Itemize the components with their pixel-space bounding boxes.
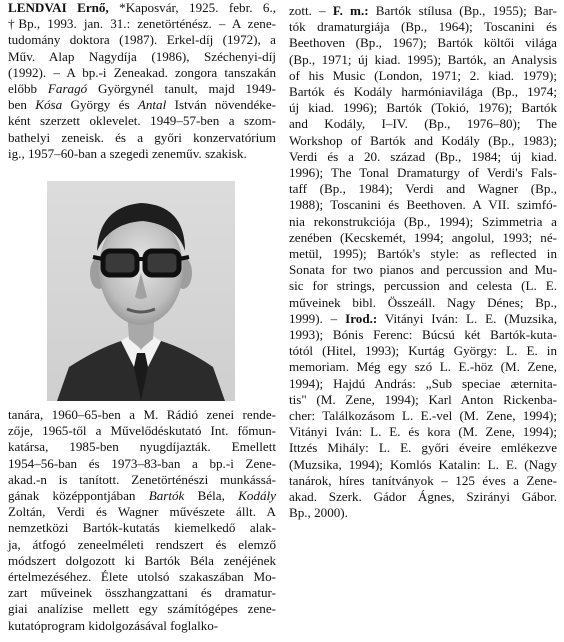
- left-column: [8, 0, 276, 162]
- text-line: [8, 0, 276, 16]
- text-segment: Vitányi Iván: L. E. és kora (M. Zene, 1994);: [289, 424, 557, 440]
- text-line: [8, 65, 276, 81]
- text-line: [8, 488, 276, 504]
- text-segment: zenében (Kecskemét, 1994; angolul, 1993; né-: [289, 229, 557, 245]
- italic-name: Faragó: [47, 81, 88, 97]
- text-segment: zője, 1965-től a Művelődéskutató Int. főmun-: [8, 423, 276, 439]
- text-segment: tók dramaturgiája (Bp., 1964); Toscanini és: [289, 19, 557, 35]
- text-line: [8, 553, 276, 569]
- text-segment: 1993); Bónis Ferenc: Búcsú két Bartók-kuta-: [289, 327, 557, 343]
- text-line: [8, 585, 276, 601]
- text-line: [8, 520, 276, 536]
- text-segment: katársa, 1985-ben nyugdíjazták. Emellett: [8, 439, 276, 455]
- text-line: [289, 262, 557, 278]
- text-segment: ja, átfogó zeneelméleti rendszert és elemző: [8, 536, 276, 552]
- text-segment: Sonata for two pianos and percussion and Mu-: [289, 262, 557, 278]
- text-segment: ig., 1957–60-ban a szegedi zeneműv. szakisk.: [8, 145, 247, 161]
- text-segment: of his Music (London, 1971; 2. kiad. 1979);: [289, 67, 557, 83]
- text-line: [289, 246, 557, 262]
- text-segment: ként szerzett oklevelet. 1949–57-ben a szom-: [8, 113, 276, 129]
- text-segment: 1994); Hajdú András: „Sub speciae æternita-: [289, 375, 557, 391]
- text-line: [289, 133, 557, 149]
- text-segment: nia rekonstrukciója (Bp., 1994); Szimmetria a: [289, 213, 557, 229]
- text-segment: *Kaposvár, 1925. febr. 6.,: [119, 0, 276, 15]
- right-column: [289, 3, 557, 522]
- text-line: [289, 440, 557, 456]
- text-line: [289, 376, 557, 392]
- portrait-image: [47, 181, 235, 401]
- text-segment: Zoltán, Verdi és Wagner művészete állt. A: [8, 504, 276, 520]
- text-line: [289, 52, 557, 68]
- text-segment: Verdi és a 20. század (Bp., 1984; új kiad.: [289, 148, 557, 164]
- text-line: [8, 81, 276, 97]
- text-segment: (Muzsika, 1994); Komlós Katalin: L. E. (Nagy: [289, 456, 557, 472]
- text-line: [8, 504, 276, 520]
- text-line: [289, 311, 557, 327]
- text-line: [8, 569, 276, 585]
- text-line: [8, 97, 276, 113]
- text-line: [289, 473, 557, 489]
- italic-name: Kodály: [238, 488, 276, 504]
- text-line: [8, 146, 276, 162]
- text-segment: kutatóprogram kidolgozásával foglalko-: [8, 617, 219, 633]
- text-line: [289, 84, 557, 100]
- text-segment: műveinek bibl. Összeáll. Nagy Dénes; Bp.,: [289, 294, 557, 310]
- text-line: [289, 35, 557, 51]
- text-line: [289, 100, 557, 116]
- text-segment: tudomány doktora (1987). Erkel-díj (1972), a: [8, 32, 276, 48]
- works-and-literature: [289, 3, 557, 522]
- text-line: [8, 537, 276, 553]
- text-segment: and Kodály, I–IV. (Bp., 1976–80); The: [289, 116, 557, 132]
- text-segment: tótól (Hitel, 1993); Kurtág György: L. E. in: [289, 343, 557, 359]
- text-segment: Bartók stílusa (Bp., 1955); Bar-: [368, 3, 557, 18]
- text-line: [8, 130, 276, 146]
- text-line: [8, 32, 276, 48]
- text-line: [8, 618, 276, 634]
- text-line: [289, 327, 557, 343]
- headword: LENDVAI Ernő,: [8, 0, 109, 15]
- text-line: [8, 113, 276, 129]
- text-segment: 1954–56-ban és 1973–83-ban a bp.-i Zene-: [8, 455, 276, 471]
- text-line: [289, 165, 557, 181]
- text-line: [289, 181, 557, 197]
- text-segment: előbb: [8, 81, 48, 97]
- text-line: [8, 472, 276, 488]
- text-segment: gának középpontjában: [8, 488, 149, 504]
- text-segment: (Bp., 1971; új kiad. 1995); Bartók, an Analysis: [289, 51, 557, 67]
- text-segment: nemzetközi Bartók-kutatás kiemelkedő alak-: [8, 520, 276, 536]
- portrait-photo: [47, 181, 235, 401]
- text-line: [8, 49, 276, 65]
- text-segment: sic for strings, percussion and celesta (L. E.: [289, 278, 557, 294]
- text-line: [8, 601, 276, 617]
- text-line: [289, 392, 557, 408]
- section-label: F. m.:: [332, 3, 369, 18]
- text-line: [289, 116, 557, 132]
- text-line: [289, 214, 557, 230]
- text-segment: Vitányi Iván: L. E. (Muzsika,: [377, 310, 557, 326]
- text-line: [289, 19, 557, 35]
- text-segment: †Bp., 1993. jan. 31.: zenetörténész. – A zene-: [8, 16, 276, 32]
- text-segment: akad.-n is tanított. Zenetörténészi munkássá-: [8, 471, 276, 487]
- entry-biography: [8, 407, 276, 634]
- italic-name: Bartók: [148, 488, 185, 504]
- text-line: [289, 149, 557, 165]
- text-segment: tanára, 1960–65-ben a M. Rádió zenei rende-: [8, 407, 276, 422]
- text-segment: új kiad. 1996); Bartók (Tokió, 1976); Bartók: [289, 100, 557, 116]
- text-segment: taff (Bp., 1984); Verdi and Wagner (Bp.,: [289, 181, 557, 197]
- text-segment: memoriam. Még egy szó L. E.-höz (M. Zene,: [289, 359, 557, 375]
- text-line: [289, 197, 557, 213]
- text-line: [8, 16, 276, 32]
- text-line: [289, 424, 557, 440]
- text-segment: 1988); Toscanini és Beethoven. A VII. szimfó-: [289, 197, 557, 213]
- text-segment: Györgynél tanult, majd 1949-: [87, 81, 276, 97]
- text-line: [289, 489, 557, 505]
- text-segment: tis" (M. Zene, 1994); Karl Anton Rickenba-: [289, 391, 557, 407]
- italic-name: Kósa: [35, 97, 63, 113]
- text-segment: akad. Szerk. Gádor Ágnes, Szirányi Gábor.: [289, 489, 557, 505]
- entry-intro: [8, 0, 276, 162]
- text-line: [289, 295, 557, 311]
- text-segment: 1996); The Tonal Dramaturgy of Verdi's Fals-: [289, 165, 557, 181]
- text-line: [289, 3, 557, 19]
- text-segment: bathelyi zeneisk. és a győri konzervatórium: [8, 129, 276, 145]
- text-line: [289, 343, 557, 359]
- text-segment: Béla,: [184, 488, 239, 504]
- text-line: [289, 230, 557, 246]
- text-line: [8, 423, 276, 439]
- text-segment: metül, 1995); Bartók's style: as reflected in: [289, 246, 557, 262]
- text-line: [289, 457, 557, 473]
- text-line: [289, 359, 557, 375]
- text-segment: István növendéke-: [166, 97, 276, 113]
- text-line: [8, 456, 276, 472]
- section-label: Irod.:: [345, 310, 378, 326]
- text-segment: Műv. Alap Nagydíja (1986), Széchenyi-díj: [8, 48, 276, 64]
- text-segment: Ittzés Mihály: L. E. győri éveire emlékezve: [289, 440, 557, 456]
- text-segment: (1992). – A bp.-i Zeneakad. zongora tanszakán: [8, 64, 276, 80]
- text-line: [8, 407, 276, 423]
- text-segment: tanárok, híres tanítványok – 125 éves a Zene-: [289, 472, 557, 488]
- text-segment: 1999). –: [289, 310, 346, 326]
- text-segment: giai analízise mellett egy számítógépes zene-: [8, 601, 276, 617]
- text-segment: módszert dolgozott ki Bartók Béla zenéjének: [8, 552, 276, 568]
- text-segment: Bp., 2000).: [289, 505, 348, 521]
- text-segment: zart műveinek összhangzattani és dramatur-: [8, 585, 276, 601]
- text-segment: Workshop of Bartók and Kodály (Bp., 1983);: [289, 132, 557, 148]
- text-segment: cher: Találkozásom L. E.-vel (M. Zene, 1994);: [289, 408, 557, 424]
- text-line: [289, 278, 557, 294]
- text-segment: Bartók és Kodály harmóniavilága (Bp., 1974;: [289, 84, 557, 100]
- italic-name: Antal: [137, 97, 167, 113]
- text-line: [289, 505, 557, 521]
- text-segment: György és: [62, 97, 138, 113]
- text-line: [289, 408, 557, 424]
- text-segment: ben: [8, 97, 36, 113]
- text-line: [289, 68, 557, 84]
- text-line: [8, 439, 276, 455]
- text-segment: zott. –: [289, 3, 333, 18]
- text-segment: értelmezéséhez. Élete utolsó szakaszában Mo-: [8, 569, 276, 585]
- text-segment: Beethoven (Bp., 1967); Bartók költői világa: [289, 35, 557, 51]
